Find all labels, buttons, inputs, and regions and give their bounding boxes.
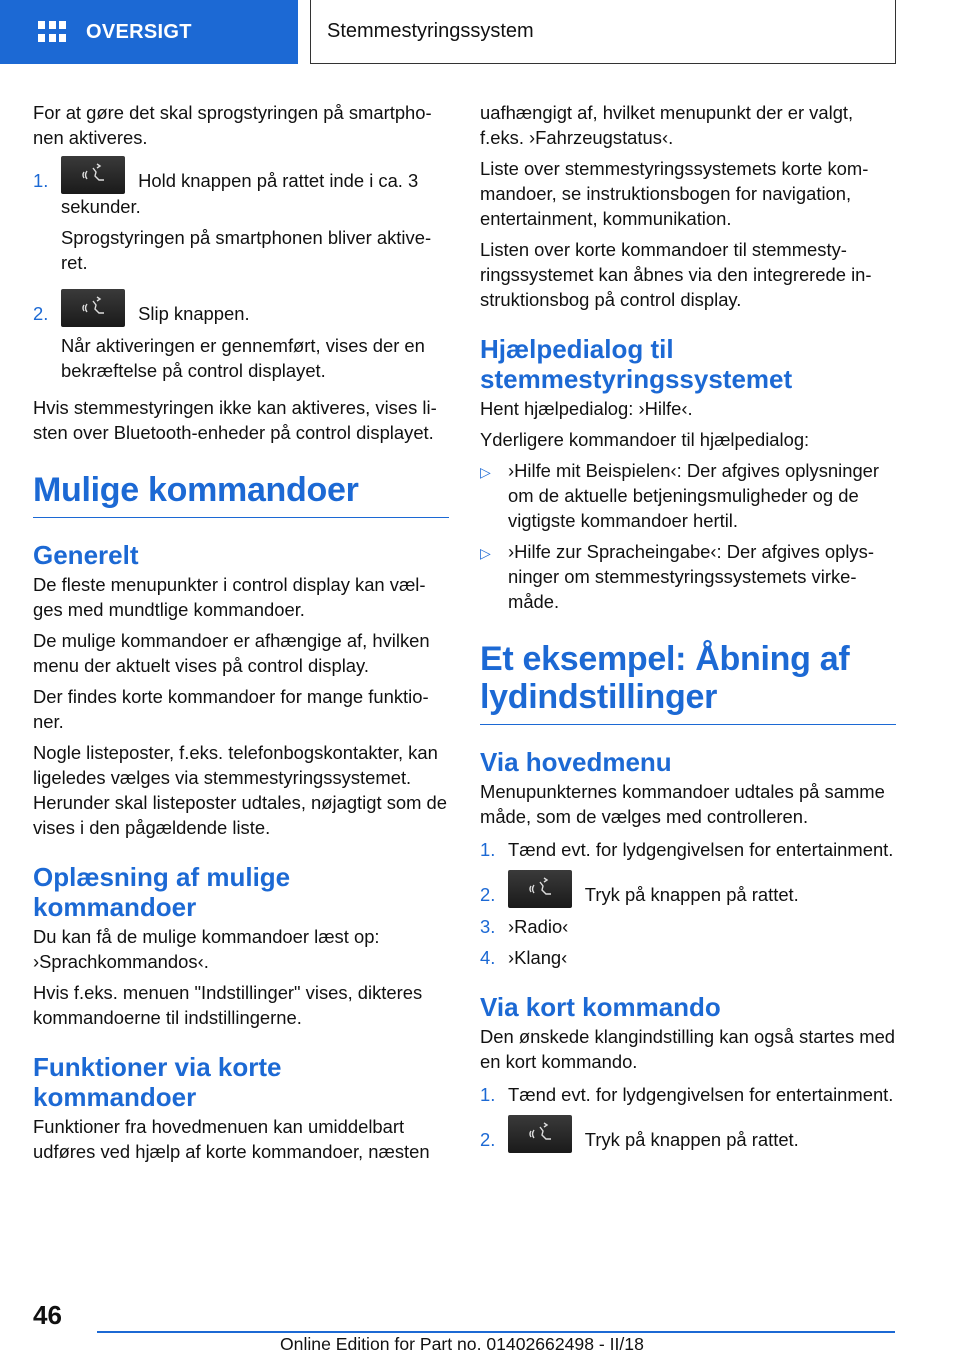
step-number: 1. (33, 170, 49, 191)
subsection-heading: Via hovedmenu (480, 747, 672, 777)
step-text: Tryk på knappen på rattet. (584, 1129, 799, 1151)
overview-tab[interactable] (0, 0, 298, 64)
step-2 (33, 301, 449, 389)
paragraph: Der findes korte kommandoer for mange funktioner. (33, 686, 429, 733)
voice-command-button-icon (61, 289, 125, 327)
step-2 (480, 882, 896, 908)
step-text: Tænd evt. for lydgengivelsen for entertainment. (508, 839, 894, 860)
voice-command-button-icon (61, 156, 125, 194)
step-4 (480, 945, 896, 970)
step-number: 3. (480, 916, 496, 938)
subsection-heading: Oplæsning af mulige kommandoer (33, 862, 291, 923)
step-1 (33, 168, 449, 281)
step-text: Tænd evt. for lydgengivelsen for entertainment. (508, 1084, 894, 1106)
section-heading: Mulige kommandoer (33, 471, 449, 518)
edition-info: Online Edition for Part no. 01402662498 - II/18 (280, 1334, 644, 1354)
step-text: Hold knappen på rattet inde i ca. 3 sekunder. (61, 170, 419, 218)
overview-tab-label: OVERSIGT (86, 20, 192, 43)
paragraph: Menupunkternes kommandoer udtales på samme måde, som de vælges med controlleren. (480, 781, 885, 827)
paragraph: Du kan få de mulige kommandoer læst op: ›Sprachkommandos‹. (33, 926, 380, 973)
right-column (480, 100, 896, 1159)
subsection-heading: Funktioner via korte kommandoer (33, 1052, 282, 1113)
paragraph: uafhængigt af, hvilket menupunkt der er valgt, f.eks. ›Fahrzeugstatus‹. (480, 102, 854, 148)
voice-command-button-icon (508, 1115, 572, 1153)
subsection-heading: Hjælpedialog til stemmestyringssystemet (480, 334, 793, 394)
paragraph: Hent hjælpedialog: ›Hilfe‹. (480, 398, 693, 419)
paragraph: Den ønskede klangindstilling kan også startes med en kort kommando. (480, 1026, 896, 1073)
voice-command-button-icon (508, 870, 572, 908)
paragraph: De fleste menupunkter i control display kan vælges med mundtlige kommandoer. (33, 574, 426, 621)
section-heading: Et eksempel: Åbning af lydindstillinger (480, 640, 896, 725)
page-number: 46 (33, 1300, 62, 1330)
step-number: 2. (33, 303, 49, 325)
paragraph: Hvis stemmestyringen ikke kan aktiveres, vises listen over Bluetooth-enheder på control displayet. (33, 397, 437, 444)
section-title: Stemmestyringssystem (327, 20, 534, 42)
step-result: Når aktiveringen er gennemført, vises der en bekræftelse på control displayet. (61, 335, 425, 382)
intro-paragraph: For at gøre det skal sprogstyringen på smartphonen aktiveres. (33, 102, 432, 148)
subsection-heading: Via kort kommando (480, 992, 721, 1023)
bullet-icon: ▷ (480, 545, 491, 561)
paragraph: Hvis f.eks. menuen "Indstillinger" vises, dikteres kommandoerne til indstillingerne. (33, 982, 423, 1029)
section-title-box (310, 0, 896, 64)
step-text: ›Radio‹ (508, 916, 569, 938)
list-item-text: ›Hilfe zur Spracheingabe‹: Der afgives oplysninger om stemmestyringssystemets virkemåde. (508, 541, 874, 612)
list-item-text: ›Hilfe mit Beispielen‹: Der afgives oplysninger om de aktuelle betjeningsmuligheder og de vigtigste kommandoer hertil. (508, 460, 880, 531)
step-result: Sprogstyringen på smartphonen bliver aktiveret. (61, 227, 432, 274)
list-item (480, 539, 896, 614)
left-column (33, 100, 449, 1170)
step-number: 2. (480, 1129, 496, 1151)
step-text: Slip knappen. (138, 303, 250, 325)
paragraph: Funktioner fra hovedmenuen kan umiddelbart udføres ved hjælp af korte kommandoer, næsten (33, 1116, 430, 1163)
subsection-heading: Generelt (33, 540, 139, 571)
step-1 (480, 837, 896, 862)
list-item (480, 458, 896, 533)
step-number: 4. (480, 947, 496, 969)
paragraph: Yderligere kommandoer til hjælpedialog: (480, 429, 810, 450)
step-number: 1. (480, 839, 496, 860)
step-2 (480, 1127, 896, 1153)
paragraph: Listen over korte kommandoer til stemmestyringssystemet kan åbnes via den integrerede instruktionsbog på control display. (480, 239, 872, 310)
footer-divider (97, 1331, 895, 1333)
step-text: ›Klang‹ (508, 947, 568, 969)
step-3 (480, 914, 896, 939)
paragraph: Nogle listeposter, f.eks. telefonbogskontakter, kan ligeledes vælges via stemmestyringssystemet. Herunder skal listeposter udtales, nøjagtigt som de vises i den pågældende liste. (33, 742, 447, 839)
step-1 (480, 1082, 896, 1107)
step-number: 2. (480, 884, 496, 905)
grid-menu-icon (38, 21, 66, 43)
paragraph: De mulige kommandoer er afhængige af, hvilken menu der aktuelt vises på control display. (33, 630, 430, 677)
bullet-icon: ▷ (480, 464, 491, 480)
step-text: Tryk på knappen på rattet. (584, 884, 799, 905)
step-number: 1. (480, 1084, 496, 1106)
paragraph: Liste over stemmestyringssystemets korte kommandoer, se instruktionsbogen for navigation, entertainment, kommunikation. (480, 158, 869, 229)
